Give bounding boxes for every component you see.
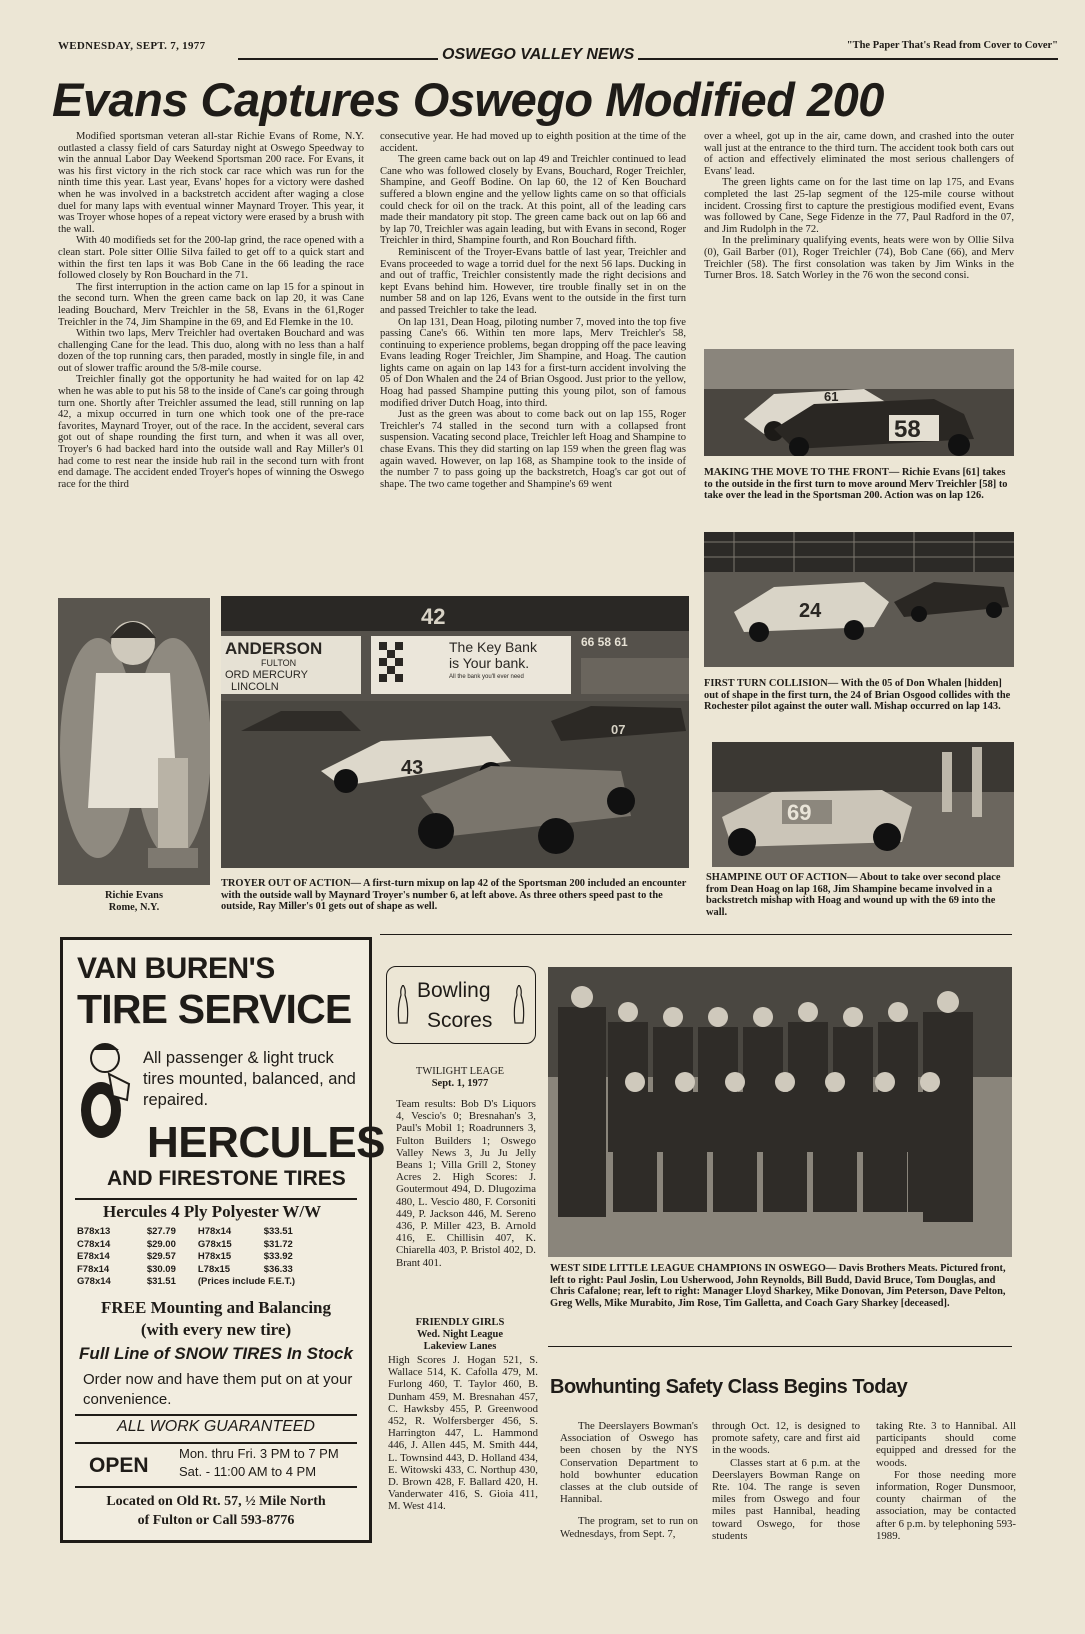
race-photo-troyer xyxy=(221,596,689,868)
paragraph: through Oct. 12, is designed to promote safety, care and first aid in the woods. xyxy=(712,1420,860,1457)
tire-size: L78x15 xyxy=(197,1263,231,1275)
paragraph: The green came back out on lap 49 and Treichler continued to lead Cane who was followed closely by Evans, Bouchard, Roger Treichler, Shampine, and Geoff Bodine. On lap 60, the 12 of Ken Bouchard suffered a blown engine and the yellow lights came on so that officials could check for oil on the track. At this point, all of the leading cars made their mandatory pit stop. The green came back out on lap 66 and by lap 70, Treichler was again leading, but with Evans in second, Roger Treichler in third, Shampine fourth, and Ron Bouchard fifth. xyxy=(380,154,686,247)
tire-price: $33.51 xyxy=(263,1226,293,1237)
bowling-pin-icon xyxy=(513,985,525,1025)
article-column-3 xyxy=(704,131,1014,282)
bowling-league-heading xyxy=(386,1066,534,1090)
paragraph: Modified sportsman veteran all-star Richie Evans of Rome, N.Y. outlasted a classy field of cars Saturday night at Oswego Speedway to win the annual Labor Day Weekend Sportsman 200 race. For Evans, it was his first victory in the rich stock car race which was run for the ninth time this year. Last year, Evans' hopes for a victory were dashed when he was involved in a backstretch accident after waging a close duel for many laps with eventual winner Maynard Troyer. This year, it was Troyer whose hopes of a repeat victory were erased by a brush with the wall. xyxy=(58,131,364,235)
bowling-title: Scores xyxy=(427,1009,493,1032)
table-row xyxy=(73,1264,299,1277)
snow-tires: Full Line of SNOW TIRES In Stock xyxy=(79,1344,353,1363)
paper-name: OSWEGO VALLEY NEWS xyxy=(438,46,638,64)
tire-size: G78x14 xyxy=(77,1276,111,1287)
price-table-title: Hercules 4 Ply Polyester W/W xyxy=(103,1202,322,1221)
section-divider xyxy=(548,1346,1012,1347)
sign-text: FULTON xyxy=(261,658,297,668)
photo-caption: MAKING THE MOVE TO THE FRONT— Richie Evans [61] takes to the outside in the first turn to move around Merv Treichler [58] to take over the lead in the Sportsman 200. Action was on lap 126. xyxy=(704,467,1008,502)
paragraph: The Deerslayers Bowman's Association of Oswego has been chosen by the NYS Conservation Department to hold bowhunter education classes at the club outside of Hannibal. xyxy=(560,1420,698,1506)
race-photo-move-to-front xyxy=(704,349,1014,456)
issue-date: WEDNESDAY, SEPT. 7, 1977 xyxy=(58,40,206,52)
paragraph: Treichler finally got the opportunity he had waited for on lap 42 when he was able to put his 58 to the inside of Cane's car going through turn one. Shortly after Treichler assumed the lead, still running on lap 42, a mixup occurred in turn one which took one of the pre-race favorites, Maynard Troyer, out of the race. In the accident, several cars got out of shape rounding the first turn, and when it was all over, Troyer's 6 had backed hard into the outside wall and Ray Miller's 01 had come to rest near the inside hub rail in the second turn with front end damage. The accident ended Troyer's hopes of winning the Oswego race for the third xyxy=(58,374,364,490)
car-number: 43 xyxy=(401,757,424,779)
article-column-2 xyxy=(380,131,686,490)
bank-sign-text: All the bank you'll ever need xyxy=(449,674,524,680)
paragraph: Classes start at 6 p.m. at the Deerslayers Bowman Range on Rte. 104. The range is seven miles from Oswego and four miles past Hannibal, heading toward Oswego, for those students xyxy=(712,1456,860,1542)
tire-size: C78x14 xyxy=(77,1238,111,1250)
car-number: 24 xyxy=(799,600,822,622)
portrait-caption xyxy=(58,890,210,913)
tire-price: $36.33 xyxy=(263,1263,293,1275)
car-number: 61 xyxy=(824,389,839,404)
mascot-icon xyxy=(79,1040,137,1140)
free-mounting-note: (with every new tire) xyxy=(140,1320,292,1339)
ad-divider xyxy=(75,1442,357,1444)
portrait-name: Richie Evans xyxy=(104,890,164,901)
bank-sign-text: The Key Bank xyxy=(449,639,537,655)
paragraph: For those needing more information, Roger Dunsmoor, county chairman of the association, may be contacted after 6 p.m. by telephoning 593-1989. xyxy=(876,1468,1016,1542)
hours xyxy=(179,1445,339,1481)
portrait-photo xyxy=(58,598,210,885)
league-venue: Lakeview Lanes xyxy=(423,1341,497,1352)
table-row xyxy=(73,1226,299,1239)
paragraph: consecutive year. He had moved up to eighth position at the time of the accident. xyxy=(380,131,686,154)
tire-price: $31.72 xyxy=(263,1238,293,1250)
bank-sign-text: is Your bank. xyxy=(449,655,530,671)
race-photo-shampine-crash xyxy=(712,742,1014,867)
tire-price: $27.79 xyxy=(146,1226,176,1237)
ad-tagline: All passenger & light truck tires mounted, balanced, and repaired. xyxy=(143,1049,356,1109)
car-number: 58 xyxy=(894,416,921,443)
paragraph: Reminiscent of the Troyer-Evans battle of last year, Treichler and Evans proceeded to wage a torrid duel for the next 56 laps. Ducking in and out of traffic, Treichler consistently made the right decisions and kept Evans behind him. However, tire trouble finally set in on the number 58 and on lap 126, Evans went to the outside in the first turn and passed Treichler to take the lead. xyxy=(380,246,686,316)
table-row xyxy=(73,1239,299,1252)
tire-price: $30.09 xyxy=(146,1263,176,1275)
paragraph: taking Rte. 3 to Hannibal. All participants should come equipped and dressed for the woods. xyxy=(876,1420,1016,1469)
league-name: FRIENDLY GIRLS xyxy=(415,1317,505,1328)
section-divider xyxy=(380,934,1012,935)
ad-subtitle: AND FIRESTONE TIRES xyxy=(107,1167,346,1190)
scoreboard-lap: 42 xyxy=(421,604,446,629)
paragraph: Within two laps, Merv Treichler had overtaken Bouchard and was challenging Cane for the lead. This duo, along with no less than a half dozen of the top running cars, then paraded, mostly in single file, in and out of slower traffic around the 5/8-mile course. xyxy=(58,328,364,374)
car-number: 69 xyxy=(787,800,812,825)
photo-caption: WEST SIDE LITTLE LEAGUE CHAMPIONS IN OSWEGO— Davis Brothers Meats. Pictured front, left to right: Paul Joslin, Lou Usherwood, John Reynolds, Bill Budd, David Bruce, Tom Douglas, and Chris Cafalone; rear, left to right: Manager Lloyd Sharkey, Mike Donovan, Jim Peterson, Dave Pelton, Greg Wells, Mike Murabito, Jim Rose, Tim Galletta, and Coach Gary Sharkey [deceased]. xyxy=(550,1263,1006,1309)
tire-size: H78x15 xyxy=(197,1251,232,1262)
ad-title: TIRE SERVICE xyxy=(77,986,352,1032)
article-column-1 xyxy=(58,131,364,490)
photo-caption: FIRST TURN COLLISION— With the 05 of Don Whalen [hidden] out of shape in the first turn, the 24 of Brian Osgood collides with the Rochester pilot against the outer wall. Mishap occurred on lap 143. xyxy=(704,678,1011,713)
ad-divider xyxy=(75,1414,357,1416)
location-line: Located on Old Rt. 57, ½ Mile North xyxy=(106,1494,326,1509)
free-mounting: FREE Mounting and Balancing xyxy=(100,1298,332,1317)
masthead-rule xyxy=(238,58,1058,60)
headline: Evans Captures Oswego Modified 200 xyxy=(52,73,884,126)
bowling-pin-icon xyxy=(397,985,409,1025)
paragraph: In the preliminary qualifying events, heats were won by Ollie Silva (0), Gail Barber (01), Roger Treichler (74), Bob Cane (66), and Merv Treichler (58). The first consolation was taken by Jim Winks in the Turner Bros. 18. Satch Worley in the 76 won the second consi. xyxy=(704,235,1014,282)
paragraph: Just as the green was about to come back out on lap 155, Roger Treichler's 74 stalled in the second turn with a collapsed front suspension. Vacating second place, Treichler left Hoag and Shampine to chase Evans. This they did starting on lap 159 when the green flag was again waved. However, on lap 168, as Shampine took to the inside of the number 7 to pass going up the backstretch, Hoag's car got out of shape. The two came together and Shampine's 69 went xyxy=(380,409,686,490)
paragraph: The program, set to run on Wednesdays, from Sept. 7, xyxy=(560,1515,698,1540)
open-label: OPEN xyxy=(89,1454,149,1477)
little-league-photo xyxy=(548,967,1012,1257)
car-number: 07 xyxy=(611,722,626,737)
hours-saturday: Sat. - 11:00 AM to 4 PM xyxy=(179,1464,317,1479)
ad-divider xyxy=(75,1198,357,1200)
sign-text: ANDERSON xyxy=(225,639,323,658)
paragraph: over a wheel, got up in the air, came down, and crashed into the outer wall just at the entrance to the third turn. The accident took both cars out of action and effectively eliminated the most serious challengers of Evans' lead. xyxy=(704,131,1014,177)
guarantee: ALL WORK GUARANTEED xyxy=(117,1418,315,1435)
tire-price: $33.92 xyxy=(263,1251,293,1262)
bowhunting-column-1 xyxy=(560,1420,698,1540)
tire-price: $31.51 xyxy=(146,1276,176,1287)
table-row xyxy=(73,1276,299,1289)
tire-size: H78x14 xyxy=(197,1226,232,1237)
tire-size: B78x13 xyxy=(77,1226,111,1237)
tire-price: $29.57 xyxy=(146,1251,176,1262)
table-row xyxy=(73,1251,299,1264)
tire-size: F78x14 xyxy=(77,1263,110,1275)
ad-name: VAN BUREN'S xyxy=(77,952,275,985)
paragraph: The green lights came on for the last time on lap 175, and Evans completed the last 25-lap segment of the 125-mile course without incident. Crossing first to capture the prestigious modified event, Evans was followed by Cane, Sege Fidenze in the 77, Paul Radford in the 07, and Jim Rudolph in the 72. xyxy=(704,177,1014,235)
photo-caption: SHAMPINE OUT OF ACTION— About to take over second place from Dean Hoag on lap 168, Jim Shampine became involved in a backstretch mishap with Hoag and wound up with the 69 into the wall. xyxy=(706,872,1001,918)
league-date: Sept. 1, 1977 xyxy=(431,1078,489,1089)
ad-brand: HERCULES xyxy=(147,1118,386,1167)
location-line: of Fulton or Call 593-8776 xyxy=(137,1513,295,1528)
paper-slogan: "The Paper That's Read from Cover to Cover" xyxy=(843,40,1058,51)
sign-text: ORD MERCURY xyxy=(225,669,308,681)
scoreboard-cars: 66 58 61 xyxy=(581,635,628,649)
paragraph: On lap 131, Dean Hoag, piloting number 7, moved into the top five passing Cane's 66. Within ten more laps, Merv Treichler's 58, continuing to experience problems, began dropping off the pace leaving Evans leading Roger Treichler, Jim Shampine, and Hoag. The caution lights came on again on lap 143 for a first-turn accident involving the 05 of Don Whalen and the 24 of Brian Osgood. Just prior to the yellow, Hoag had passed Shampine putting this young pilot, son of famous modified driver Dutch Hoag, into third. xyxy=(380,316,686,409)
sign-text: LINCOLN xyxy=(231,681,279,693)
bowhunting-column-2 xyxy=(712,1420,860,1542)
hours-weekday: Mon. thru Fri. 3 PM to 7 PM xyxy=(179,1446,339,1461)
league-date: Wed. Night League xyxy=(416,1329,504,1340)
portrait-town: Rome, N.Y. xyxy=(108,901,160,913)
ad-divider xyxy=(75,1486,357,1488)
ad-location xyxy=(63,1492,369,1530)
price-table xyxy=(73,1226,299,1289)
price-note: (Prices include F.E.T.) xyxy=(197,1276,296,1287)
bowhunting-headline: Bowhunting Safety Class Begins Today xyxy=(550,1376,908,1398)
bowling-results: High Scores J. Hogan 521, S. Wallace 514, K. Cafolla 479, M. Furlong 460, T. Taylor 460, B. Dunham 459, M. Bresnahan 457, C. Hawksby 455, P. Greenwood 452, R. Wolfersberger 456, S. Harrington 447, L. Hammond 446, J. Allen 445, M. Smith 444, L. Townsind 443, D. Holland 434, E. Witowski 433, C. Northup 430, D. Brown 428, F. Ballard 420, H. Vanderwater 416, S. Gioia 411, M. West 414. xyxy=(388,1354,538,1513)
photo-caption: TROYER OUT OF ACTION— A first-turn mixup on lap 42 of the Sportsman 200 included an encounter with the outside wall by Maynard Troyer's number 6, at left above. As three others speed past to the outside, Ray Miller's 01 gets out of shape as well. xyxy=(221,878,687,913)
bowling-league-heading xyxy=(386,1317,534,1353)
bowling-logo xyxy=(386,966,536,1044)
paragraph: The first interruption in the action came on lap 15 for a spinout in the second turn. When the green came back on lap 20, it was Cane leading Bouchard, Merv Treichler in the 58, Evans in the 61,Roger Treichler in the 74, Jim Shampine in the 69, and Ed Flemke in the 10. xyxy=(58,281,364,328)
tire-size: G78x15 xyxy=(197,1238,232,1250)
tire-service-ad xyxy=(60,937,386,1543)
order-note: Order now and have them put on at your convenience. xyxy=(83,1371,353,1408)
masthead xyxy=(58,40,1058,64)
tire-size: E78x14 xyxy=(77,1251,110,1262)
race-photo-first-turn-collision xyxy=(704,532,1014,667)
bowling-results: Team results: Bob D's Liquors 4, Vescio's 0; Bresnahan's 3, Paul's Mobil 1; Roadrunners 3, Fulton Builders 1; Oswego Valley News 3, Ju Ju Jelly Beans 1; Villa Grill 2, Stoney Acres 2. High Scores: J. Goutermout 494, D. Dlugozima 480, L. Vescio 480, F. Corsoniti 449, P. Jackson 446, M. Sereno 436, P. Miller 423, B. Arnold 416, E. Chillisin 407, K. Chiarella 403, P. Bristol 402, D. Brant 401. xyxy=(396,1098,536,1269)
bowling-title: Bowling xyxy=(417,979,491,1002)
paragraph: With 40 modifieds set for the 200-lap grind, the race opened with a clean start. Pole sitter Ollie Silva failed to get off to a quick start and within the first ten laps it was Bob Cane in the 66 leading the race followed closely by Ron Bouchard in the 71. xyxy=(58,235,364,282)
league-name: TWILIGHT LEAGE xyxy=(415,1066,505,1077)
bowhunting-column-3 xyxy=(876,1420,1016,1542)
tire-price: $29.00 xyxy=(146,1238,176,1250)
